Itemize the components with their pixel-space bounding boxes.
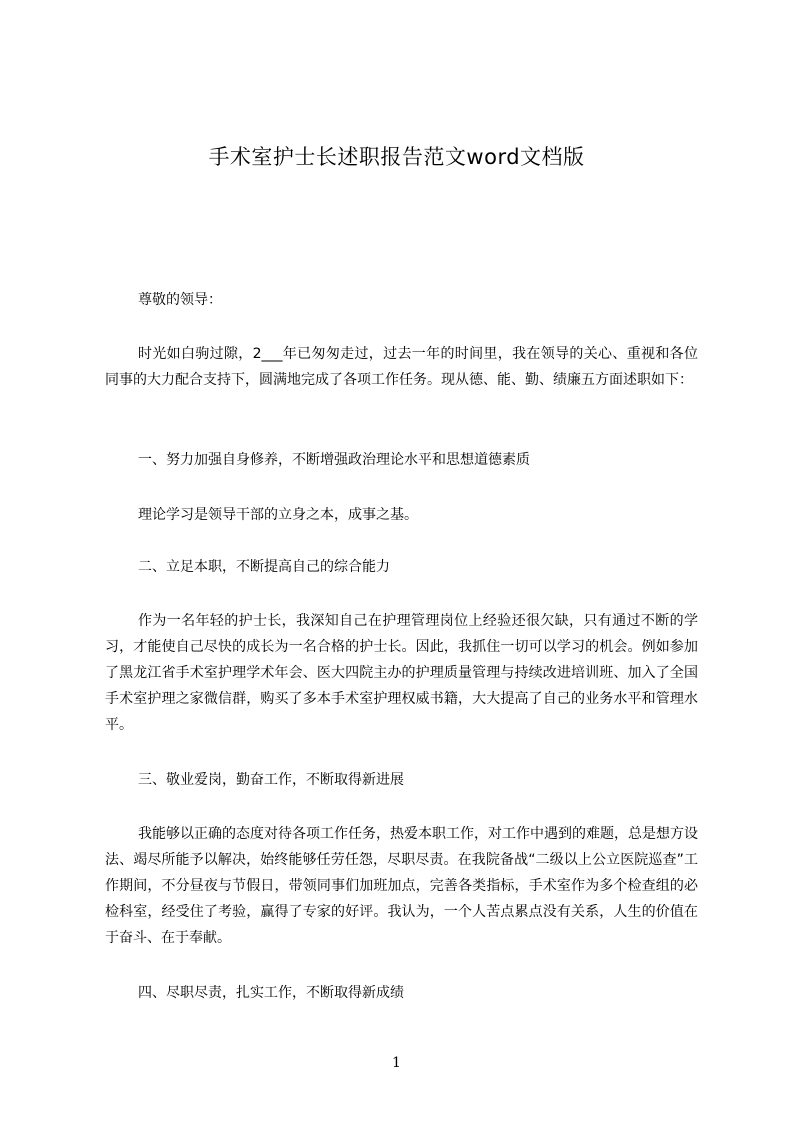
salutation: 尊敬的领导： bbox=[138, 292, 222, 308]
paragraph-study: 作为一名年轻的护士长，我深知自己在护理管理岗位上经验还很欠缺，只有通过不断的学习，才能使自己尽快的成长为一名合格的护士长。因此，我抓住一切可以学习的机会。例如参加了黑龙江省手术室护理学术年会、医大四院主办的护理质量管理与持续改进培训班、加入了全国手术室护理之家微信群，购买了多本手术室护理权威书籍，大大提高了自己的业务水平和管理水平。 bbox=[105, 613, 698, 733]
section-heading-2: 二、立足本职，不断提高自己的综合能力 bbox=[138, 559, 390, 575]
intro-paragraph: 时光如白驹过隙，2___年已匆匆走过，过去一年的时间里，我在领导的关心、重视和各位同事的大力配合支持下，圆满地完成了各项工作任务。现从德、能、勤、绩廉五方面述职如下： bbox=[105, 346, 698, 388]
paragraph-theory: 理论学习是领导干部的立身之本，成事之基。 bbox=[138, 507, 418, 523]
section-heading-3: 三、敬业爱岗，勤奋工作，不断取得新进展 bbox=[138, 772, 404, 788]
page-title: 手术室护士长述职报告范文word文档版 bbox=[208, 145, 585, 169]
section-heading-4: 四、尽职尽责，扎实工作，不断取得新成绩 bbox=[138, 985, 404, 1001]
page-number: 1 bbox=[392, 1055, 401, 1071]
section-heading-1: 一、努力加强自身修养，不断增强政治理论水平和思想道德素质 bbox=[138, 452, 530, 468]
paragraph-work: 我能够以正确的态度对待各项工作任务，热爱本职工作，对工作中遇到的难题，总是想方设法、竭尽所能予以解决，始终能够任劳任怨，尽职尽责。在我院备战“二级以上公立医院巡查”工作期间，不分昼夜与节假日，带领同事们加班加点，完善各类指标，手术室作为多个检查组的必检科室，经受住了考验，赢得了专家的好评。我认为，一个人苦点累点没有关系，人生的价值在于奋斗、在于奉献。 bbox=[105, 826, 698, 946]
